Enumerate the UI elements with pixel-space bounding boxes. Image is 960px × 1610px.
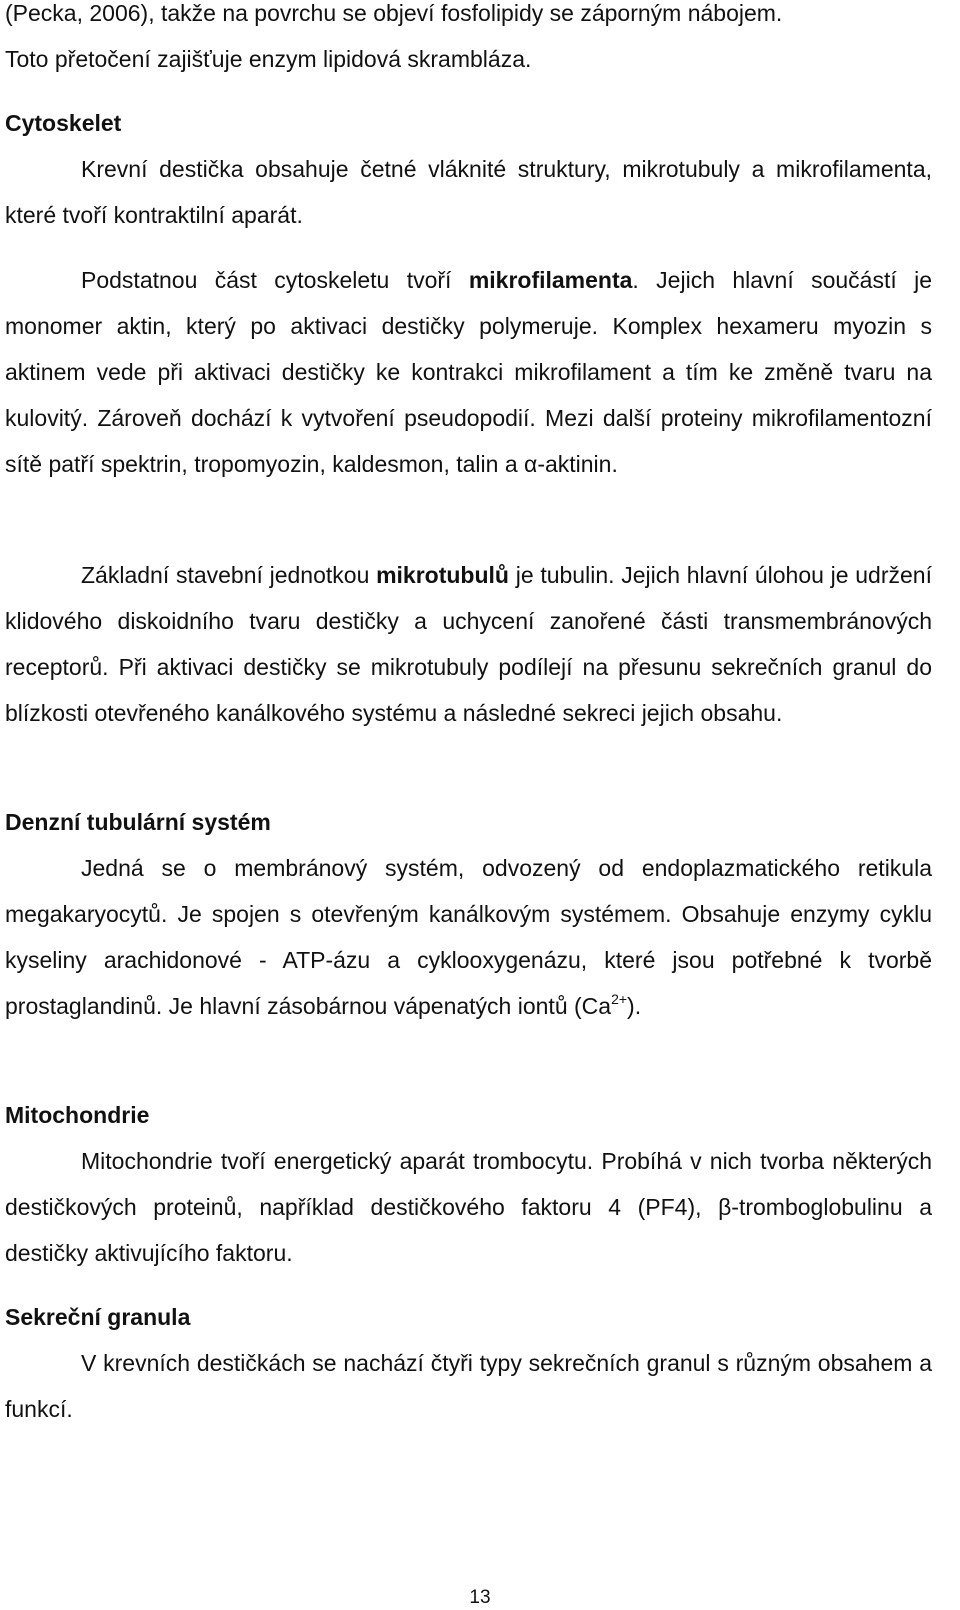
heading-dense-tubular-system: Denzní tubulární systém [5, 809, 271, 835]
heading-secretory-granules: Sekreční granula [5, 1304, 191, 1330]
page-number: 13 [469, 1587, 491, 1608]
paragraph-microtubules [5, 552, 932, 736]
microtubules-text-b: je tubulin. Jejich hlavní úlohou je udržení klidového diskoidního tvaru destičky a uchycení zanořené části transmembránových receptorů. Při aktivaci destičky se mikrotubuly podílejí na přesunu sekrečních granul do blízkosti otevřeného kanálkového systému a následné sekreci jejich obsahu. [5, 562, 932, 726]
dense-tubular-text-end: ). [627, 993, 642, 1019]
microfilaments-text-b: . Jejich hlavní součástí je monomer aktin, který po aktivaci destičky polymeruje. Komplex hexameru myozin s aktinem vede při aktivaci destičky ke kontrakci mikrofilament a tím ke změně tvaru na kulovitý. Zároveň dochází k vytvoření pseudopodií. Mezi další proteiny mikrofilamentozní sítě patří spektrin, tropomyozin, kaldesmon, talin a α-aktinin. [5, 267, 933, 477]
dense-tubular-text: Jedná se o membránový systém, odvozený od endoplazmatického retikula megakaryocytů. Je spojen s otevřeným kanálkovým systémem. Obsahuje enzymy cyklu kyseliny arachidonové - ATP-ázu a cyklooxygenázu, které jsou potřebné k tvorbě prostaglandinů. Je hlavní zásobárnou vápenatých iontů (Ca [5, 855, 932, 1019]
intro-text [5, 0, 932, 82]
microfilaments-text-a: Podstatnou část cytoskeletu tvoří [81, 267, 469, 293]
intro-line-1: (Pecka, 2006), takže na povrchu se objeví fosfolipidy se záporným nábojem. [5, 0, 783, 26]
paragraph-mitochondria: Mitochondrie tvoří energetický aparát trombocytu. Probíhá v nich tvorba některých destičkových proteinů, například destičkového faktoru 4 (PF4), β-tromboglobulinu a destičky aktivujícího faktoru. [5, 1148, 932, 1266]
paragraph-dense-tubular-system [5, 845, 932, 1029]
heading-cytoskeleton: Cytoskelet [5, 110, 122, 136]
intro-line-2: Toto přetočení zajišťuje enzym lipidová skrambláza. [5, 46, 532, 72]
microtubules-text-a: Základní stavební jednotkou [81, 562, 377, 588]
microfilaments-term: mikrofilamenta [468, 267, 633, 293]
paragraph-microfilaments [5, 257, 932, 487]
heading-mitochondria: Mitochondrie [5, 1102, 150, 1128]
calcium-charge: 2+ [611, 991, 628, 1007]
paragraph-cytoskeleton-intro: Krevní destička obsahuje četné vláknité struktury, mikrotubuly a mikrofilamenta, které tvoří kontraktilní aparát. [5, 156, 932, 228]
paragraph-secretory-granules: V krevních destičkách se nachází čtyři typy sekrečních granul s různým obsahem a funkcí. [5, 1350, 932, 1422]
microtubules-term: mikrotubulů [376, 562, 509, 588]
